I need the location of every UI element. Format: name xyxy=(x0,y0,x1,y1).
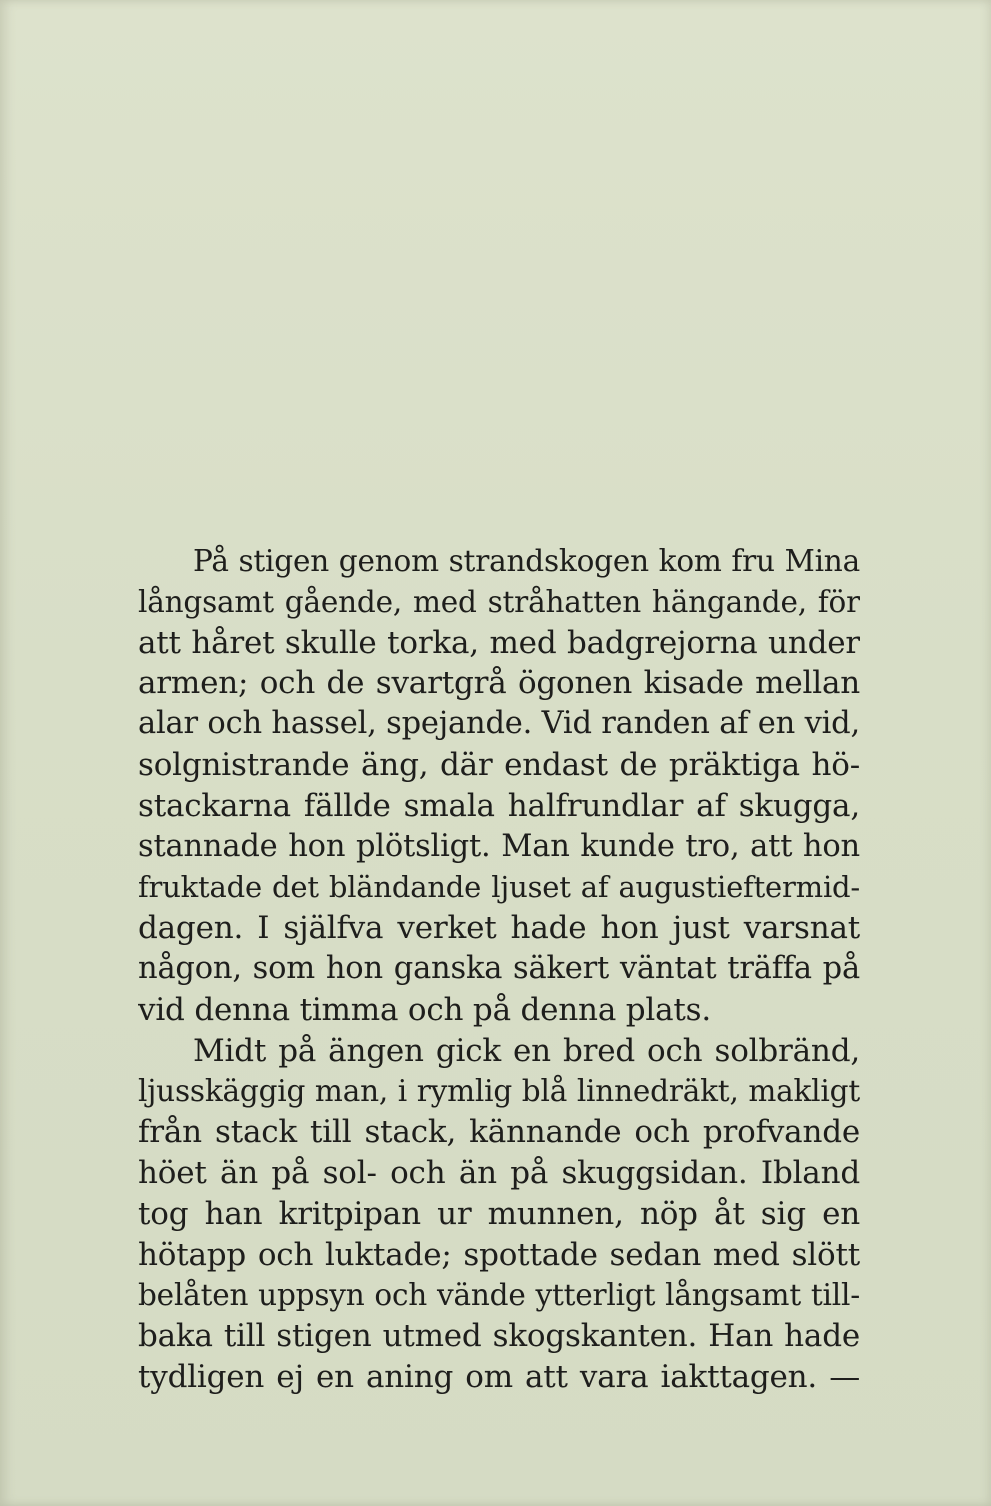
text-line: På stigen genom strandskogen kom fru Mina xyxy=(193,544,860,578)
text-line: från stack till stack, kännande och profvande xyxy=(138,1114,860,1151)
text-line: tog han kritpipan ur munnen, nöp åt sig en xyxy=(138,1195,860,1232)
text-line: någon, som hon ganska säkert väntat träffa på xyxy=(138,950,860,986)
paragraph-1 xyxy=(138,541,860,1031)
text-line: fruktade det bländande ljuset af augustieftermid- xyxy=(138,870,860,905)
text-line: tydligen ej en aning om att vara iakttagen. — xyxy=(138,1358,860,1395)
text-line: solgnistrande äng, där endast de präktiga hö- xyxy=(138,746,860,783)
text-line: baka till stigen utmed skogskanten. Han hade xyxy=(138,1318,860,1355)
text-line: stannade hon plötsligt. Man kunde tro, att hon xyxy=(138,828,860,864)
text-line: dagen. I själfva verket hade hon just varsnat xyxy=(138,910,860,947)
text-line: höet än på sol- och än på skuggsidan. Ibland xyxy=(138,1154,860,1191)
text-line: att håret skulle torka, med badgrejorna under xyxy=(138,624,860,661)
text-line: belåten uppsyn och vände ytterligt långsamt till- xyxy=(138,1278,860,1313)
text-line: långsamt gående, med stråhatten hängande, för xyxy=(138,584,860,619)
text-line: alar och hassel, spejande. Vid randen af en vid, xyxy=(138,706,860,742)
text-line: stackarna fällde smala halfrundlar af skugga, xyxy=(138,787,860,824)
text-line: armen; och de svartgrå ögonen kisade mellan xyxy=(138,665,860,702)
paragraph-2 xyxy=(138,1031,860,1398)
text-line: vid denna timma och på denna plats. xyxy=(138,991,712,1028)
body-text xyxy=(138,541,860,1398)
text-line: Midt på ängen gick en bred och solbränd, xyxy=(193,1032,860,1069)
text-line: ljusskäggig man, i rymlig blå linnedräkt, makligt xyxy=(138,1074,860,1109)
text-line: hötapp och luktade; spottade sedan med slött xyxy=(138,1236,860,1273)
